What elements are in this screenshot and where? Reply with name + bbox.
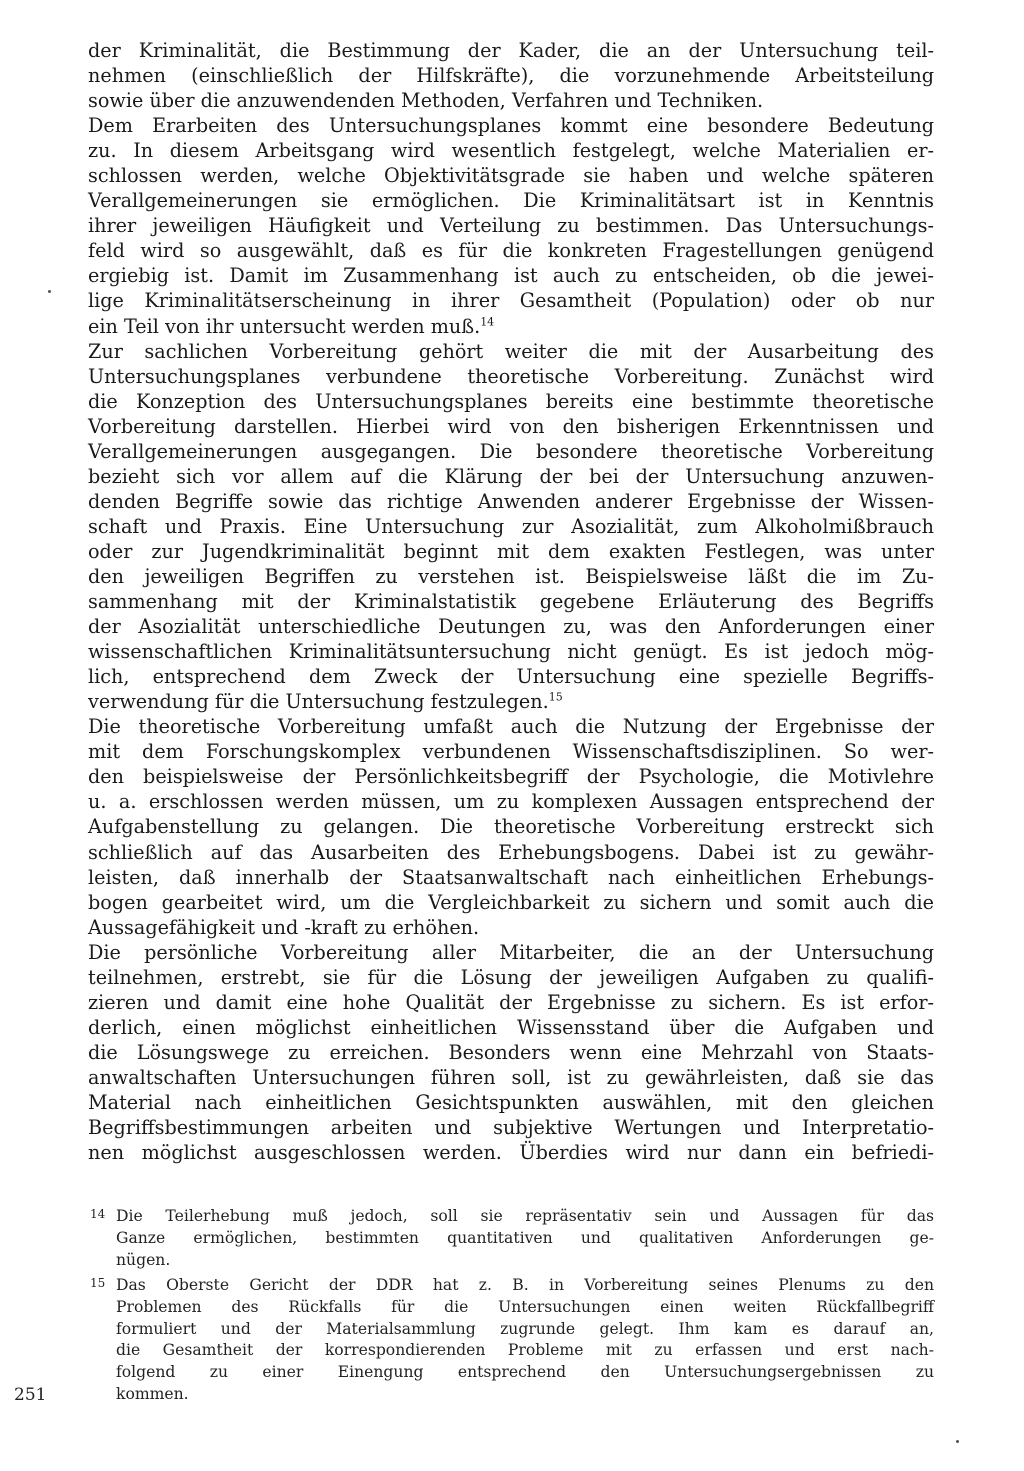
footnote-15 (88, 1275, 934, 1406)
text-line: sowie über die anzuwendenden Methoden, Verfahren und Techniken. (88, 89, 764, 113)
text-line: Die Teilerhebung muß jedoch, soll sie repräsentativ sein und Aussagen für das (116, 1207, 934, 1225)
footnote-number: 15 (90, 1275, 106, 1290)
page-body (88, 38, 934, 1165)
text-line: die Gesamtheit der korrespondierenden Probleme mit zu erfassen und erst nach- (116, 1341, 934, 1360)
text-line: folgend zu einer Einengung entsprechend den Untersuchungsergebnissen zu (116, 1363, 934, 1382)
text-line: anwaltschaften Untersuchungen führen soll, ist zu gewährleisten, daß sie das (88, 1065, 934, 1089)
paragraph-2 (88, 113, 934, 338)
text-line: Die theoretische Vorbereitung umfaßt auch die Nutzung der Ergebnisse der (88, 715, 934, 739)
text-line: verwendung für die Untersuchung festzulegen.$^{15}$ (88, 690, 563, 714)
text-line: oder zur Jugendkriminalität beginnt mit dem exakten Festlegen, was unter (88, 539, 934, 563)
text-line: leisten, daß innerhalb der Staatsanwaltschaft nach einheitlichen Erhebungs- (88, 865, 934, 889)
paragraph-1 (88, 38, 934, 113)
footnotes (88, 1206, 934, 1409)
footnote-text (116, 1275, 934, 1406)
text-line: nehmen (einschließlich der Hilfskräfte), die vorzunehmende Arbeitsteilung (88, 64, 934, 88)
text-line: lige Kriminalitätserscheinung in ihrer Gesamtheit (Population) oder ob nur (88, 289, 934, 313)
text-line: ein Teil von ihr untersucht werden muß.$^{14}$ (88, 314, 495, 338)
text-line: denden Begriffe sowie das richtige Anwenden anderer Ergebnisse der Wissen- (88, 489, 934, 513)
text-line: die Konzeption des Untersuchungsplanes bereits eine bestimmte theoretische (88, 389, 934, 413)
text-line: die Lösungswege zu erreichen. Besonders wenn eine Mehrzahl von Staats- (88, 1040, 934, 1064)
text-line: den beispielsweise der Persönlichkeitsbegriff der Psychologie, die Motivlehre (88, 765, 934, 789)
text-line: feld wird so ausgewählt, daß es für die konkreten Fragestellungen genügend (88, 239, 934, 263)
text-line: bogen gearbeitet wird, um die Vergleichbarkeit zu sichern und somit auch die (88, 890, 934, 914)
text-line: Verallgemeinerungen sie ermöglichen. Die Kriminalitätsart ist in Kenntnis (88, 189, 934, 213)
text-line: nügen. (116, 1250, 171, 1269)
paragraph-5 (88, 940, 934, 1165)
text-line: Verallgemeinerungen ausgegangen. Die besondere theoretische Vorbereitung (88, 439, 934, 463)
text-line: zu. In diesem Arbeitsgang wird wesentlich festgelegt, welche Materialien er- (88, 139, 934, 163)
paragraph-3 (88, 339, 934, 715)
text-line: Aufgabenstellung zu gelangen. Die theoretische Vorbereitung erstreckt sich (88, 815, 934, 839)
text-line: den jeweiligen Begriffen zu verstehen ist. Beispielsweise läßt die im Zu- (88, 564, 934, 588)
text-line: Zur sachlichen Vorbereitung gehört weiter die mit der Ausarbeitung des (88, 339, 934, 363)
text-line: Die persönliche Vorbereitung aller Mitarbeiter, die an der Untersuchung (88, 940, 934, 964)
text-line: zieren und damit eine hohe Qualität der Ergebnisse zu sichern. Es ist erfor- (88, 990, 934, 1014)
text-line: Untersuchungsplanes verbundene theoretische Vorbereitung. Zunächst wird (88, 364, 934, 388)
footnote-text (116, 1206, 934, 1272)
text-line: kommen. (116, 1385, 189, 1404)
text-line: ihrer jeweiligen Häufigkeit und Verteilung zu bestimmen. Das Untersuchungs- (88, 214, 934, 238)
print-speck (956, 1440, 959, 1443)
text-line: wissenschaftlichen Kriminalitätsuntersuchung nicht genügt. Es ist jedoch mög- (88, 640, 934, 664)
text-line: schließlich auf das Ausarbeiten des Erhebungsbogens. Dabei ist zu gewähr- (88, 840, 934, 864)
text-line: Vorbereitung darstellen. Hierbei wird von den bisherigen Erkenntnissen und (88, 414, 934, 438)
text-line: mit dem Forschungskomplex verbundenen Wissenschaftsdisziplinen. So wer- (88, 740, 934, 764)
paragraph-4 (88, 714, 934, 939)
text-line: nen möglichst ausgeschlossen werden. Überdies wird nur dann ein befriedi- (88, 1141, 934, 1165)
main-text (88, 38, 934, 1165)
text-line: schlossen werden, welche Objektivitätsgrade sie haben und welche späteren (88, 164, 934, 188)
text-line: sammenhang mit der Kriminalstatistik gegebene Erläuterung des Begriffs (88, 590, 934, 614)
text-line: Problemen des Rückfalls für die Untersuchungen einen weiten Rückfallbegriff (116, 1297, 934, 1316)
text-line: Dem Erarbeiten des Untersuchungsplanes kommt eine besondere Bedeutung (88, 114, 934, 138)
print-speck (48, 290, 51, 293)
footnote-number: 14 (90, 1207, 106, 1221)
footnote-reference[interactable]: 15 (548, 690, 563, 704)
text-line: bezieht sich vor allem auf die Klärung der bei der Untersuchung anzuwen- (88, 464, 934, 488)
text-line: Aussagefähigkeit und -kraft zu erhöhen. (88, 915, 480, 939)
text-line: der Kriminalität, die Bestimmung der Kader, die an der Untersuchung teil- (88, 39, 934, 62)
text-line: derlich, einen möglichst einheitlichen Wissensstand über die Aufgaben und (88, 1015, 934, 1039)
text-line: Begriffsbestimmungen arbeiten und subjektive Wertungen und Interpretatio- (88, 1116, 934, 1140)
footnote-reference[interactable]: 14 (480, 315, 495, 329)
text-line: lich, entsprechend dem Zweck der Untersuchung eine spezielle Begriffs- (88, 665, 934, 689)
text-line: Material nach einheitlichen Gesichtspunkten auswählen, mit den gleichen (88, 1090, 934, 1114)
text-line: der Asozialität unterschiedliche Deutungen zu, was den Anforderungen einer (88, 615, 934, 639)
page-number: 251 (14, 1385, 47, 1405)
text-line: Das Oberste Gericht der DDR hat z. B. in Vorbereitung seines Plenums zu den (116, 1275, 934, 1294)
text-line: schaft und Praxis. Eine Untersuchung zur Asozialität, zum Alkoholmißbrauch (88, 514, 934, 538)
footnote-14 (88, 1206, 934, 1272)
text-line: Ganze ermöglichen, bestimmten quantitativen und qualitativen Anforderungen ge- (116, 1228, 934, 1247)
text-line: formuliert und der Materialsammlung zugrunde gelegt. Ihm kam es darauf an, (116, 1319, 934, 1338)
text-line: teilnehmen, erstrebt, sie für die Lösung der jeweiligen Aufgaben zu qualifi- (88, 965, 934, 989)
text-line: ergiebig ist. Damit im Zusammenhang ist auch zu entscheiden, ob die jewei- (88, 264, 934, 288)
text-line: u. a. erschlossen werden müssen, um zu komplexen Aussagen entsprechend der (88, 790, 934, 814)
